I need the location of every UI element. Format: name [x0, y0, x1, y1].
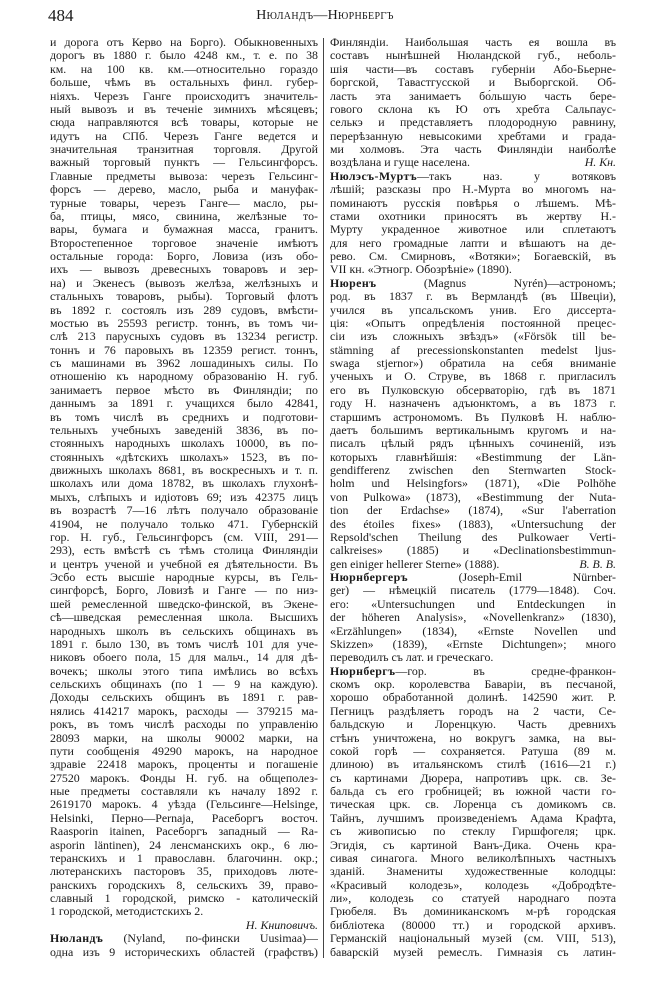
line-text: ger) — нѣмецкій писатель (1779—1848). Соч.: [330, 584, 616, 598]
line-text: теранскихъ и 1 православн. благочинн. окр.;: [50, 851, 318, 865]
line-text: ные предметы составляли къ началу 1892 г.: [50, 785, 318, 798]
line-text: писалъ цѣлый рядъ цѣнныхъ сочиненій, изъ: [330, 437, 616, 451]
line-text: ихъ — вывозъ древесныхъ товаровъ и зер-: [50, 263, 318, 277]
line-text: и дорога отъ Керво на Борго). Обыкновенныхъ: [50, 36, 318, 49]
text-line: [50, 36, 318, 49]
line-text: ція: «Опытъ опредѣленія постоянной прецес-: [330, 316, 616, 330]
line-text: больше, чѣмъ въ остальныхъ финл. губер-: [50, 76, 318, 90]
line-text: ранскихъ городскихъ 8, сельскихъ 39, право-: [50, 878, 318, 892]
text-line: [50, 143, 318, 156]
line-text: вочекъ; школы этого типа имѣлись во всѣхъ: [50, 664, 318, 678]
text-line: [330, 544, 616, 557]
text-line: [330, 825, 616, 838]
text-line: [50, 518, 318, 531]
text-line: [330, 437, 616, 450]
text-line: [330, 210, 616, 223]
text-line: [50, 477, 318, 490]
line-text: Repsold'schen Theilung des Pulkowaer Verti-: [330, 530, 616, 544]
line-text: «Красивый колодезь», колодезь «Добродѣте-: [330, 878, 616, 892]
line-text: (Magnus Nyrén)—астрономъ;: [376, 276, 616, 290]
headword: Нюрнбергъ: [330, 664, 396, 678]
right-column: [330, 36, 616, 959]
column-divider: [323, 38, 324, 958]
text-line: [50, 892, 318, 905]
line-text: слѣ 213 парусныхъ судовъ въ 13234 регистр.: [50, 330, 318, 344]
text-line: [330, 424, 616, 437]
line-text: holm und Helsingfors» (1871), «Die Polhöhe: [330, 477, 616, 491]
line-text: даетъ большимъ вертикальнымъ кругомъ и на-: [330, 423, 616, 437]
line-text: рево. См. Смирновъ, «Вотяки»; Богаевскій, въ: [330, 250, 616, 263]
entry-headword-line: [330, 571, 616, 584]
text-line: [50, 76, 318, 89]
text-line: [50, 571, 318, 584]
line-text: стѣнъ уничтожена, но вокругъ замка, на вы-: [330, 731, 616, 745]
text-line: [330, 90, 616, 103]
text-line: [50, 651, 318, 664]
line-text: шія части—въ составъ губерніи Або-Бьерне-: [330, 62, 616, 76]
text-line: [50, 116, 318, 129]
line-text: скомъ окр. королевства Баваріи, въ песчаной,: [330, 678, 616, 691]
text-line: [50, 665, 318, 678]
line-text: стоянныхъ «дѣтскихъ школахъ» 1523, въ по-: [50, 450, 318, 464]
text-line: [50, 598, 318, 611]
line-text: для него громадные лапти и вѣшаютъ на де-: [330, 236, 616, 250]
line-text: 1 городской, методистскихъ 2.: [50, 905, 204, 919]
text-line: [50, 170, 318, 183]
line-text: Эсбо есть высшіе народные курсы, въ Гель-: [50, 571, 318, 584]
text-line: [330, 558, 616, 571]
text-line: [50, 905, 318, 918]
line-text: хорошо обработанной долинѣ. 142590 жит. Р.: [330, 691, 616, 705]
line-text: Главные предметы вывоза: черезъ Гельсинг-: [50, 169, 318, 183]
text-line: [50, 718, 318, 731]
text-line: [330, 718, 616, 731]
text-line: [50, 223, 318, 236]
line-text: Второстепенное торговое значеніе имѣютъ: [50, 236, 318, 250]
text-line: [330, 785, 616, 798]
text-line: [330, 919, 616, 932]
line-text: его: «Untersuchungen und Entdeckungen in: [330, 597, 616, 611]
line-text: Финляндіи. Наибольшая часть ея вошла въ: [330, 36, 616, 49]
text-line: [330, 705, 616, 718]
text-line: [330, 531, 616, 544]
line-text: его въ Пулковскую обсерваторію, гдѣ въ 1871: [330, 383, 616, 397]
line-text: тическая црк. св. Лоренца съ домикомъ св.: [330, 798, 616, 812]
text-line: [330, 357, 616, 370]
line-text: движныхъ школахъ 8681, въ воскресныхъ и т. п.: [50, 464, 318, 477]
headword: Нюландъ: [50, 932, 104, 946]
line-text: составъ нынѣшней Нюландской губ., неболь-: [330, 49, 616, 63]
text-line: [330, 63, 616, 76]
line-text: съ живописью по стеклу Гиршфогеля; црк.: [330, 825, 616, 839]
text-line: [330, 116, 616, 129]
line-text: —гор. въ средне-франкон-: [395, 664, 616, 678]
text-line: [50, 852, 318, 865]
text-line: [330, 518, 616, 531]
text-line: [330, 892, 616, 905]
entry-headword-line: [330, 665, 616, 678]
line-text: км. на 100 кв. км.—относительно гораздо: [50, 62, 318, 76]
text-line: [330, 477, 616, 490]
text-line: [330, 758, 616, 771]
line-text: ученыхъ и О. Струве, въ 1868 г. пригласилъ: [330, 370, 616, 384]
text-line: [50, 879, 318, 892]
text-line: [50, 330, 318, 343]
text-line: [50, 263, 318, 276]
text-line: [330, 304, 616, 317]
text-line: [50, 370, 318, 383]
line-text: одна изъ 9 историческихъ областей (графствъ): [50, 945, 318, 959]
line-text: von Pulkowa» (1873), «Bestimmung der Nuta-: [330, 490, 616, 504]
text-line: [50, 384, 318, 397]
text-line: [330, 625, 616, 638]
headword: Нюренъ: [330, 276, 377, 290]
line-text: Пегницъ раздѣляетъ городъ на 2 части, Се-: [330, 704, 616, 718]
text-line: [50, 558, 318, 571]
text-line: [50, 825, 318, 838]
line-text: ми холмовъ. Эта часть Финляндіи наиболѣе: [330, 143, 616, 156]
text-line: [50, 290, 318, 303]
text-line: [50, 237, 318, 250]
line-text: длиною) въ итальянскомъ стилѣ (1616—21 г.): [330, 758, 616, 772]
text-line: [330, 250, 616, 263]
line-text: 1891 г. было 130, въ томъ числѣ 101 для уче-: [50, 637, 318, 651]
text-line: [50, 90, 318, 103]
text-line: [50, 758, 318, 771]
line-text: (Nyland, по-фински Uusimaa)—: [103, 932, 318, 946]
line-text: и центръ ученой и учебной ея дѣятельности. Въ: [50, 557, 318, 571]
line-text: бальда съ его гробницей; въ южной части го-: [330, 785, 616, 798]
text-line: [330, 678, 616, 691]
running-head: Нюландъ—Нюрнбергъ: [256, 8, 394, 23]
line-text: сивая синагога. Много великолѣпныхъ частныхъ: [330, 851, 616, 865]
line-text: стальныхъ товаровъ, рыбы). Торговый флотъ: [50, 290, 318, 304]
line-text: род. въ 1837 г. въ Вермландѣ (въ Швеціи),: [330, 290, 616, 304]
line-text: дорогъ въ 1880 г. было 4248 км., т. е. по 38: [50, 49, 318, 63]
entry-headword-line: [330, 170, 616, 183]
text-line: [330, 946, 616, 959]
line-text: поминаютъ русскія повѣрья о лѣшемъ. Мѣ-: [330, 196, 616, 210]
text-line: [330, 397, 616, 410]
text-line: [50, 357, 318, 370]
line-text: гор. Н. губ., Гельсингфорсъ (см. VIII, 291—: [50, 530, 318, 544]
text-line: [330, 638, 616, 651]
author-signature: Н. Кн.: [584, 156, 616, 170]
line-text: пути сообщенія 49290 марокъ, на народное: [50, 744, 318, 758]
line-text: «Erzählungen» (1834), «Ernste Novellen und: [330, 624, 616, 638]
text-line: [330, 36, 616, 49]
line-text: VII кн. «Этногр. Обозрѣніе» (1890).: [330, 263, 512, 277]
text-line: [330, 49, 616, 62]
line-text: лѣшій; разсказы про Н.-Мурта во многомъ на-: [330, 183, 616, 197]
line-text: бальдскую и Лоренцкую. Часть древнихъ: [330, 718, 616, 732]
line-text: на) и Экенесъ (вывозъ желѣза, желѣзныхъ и: [50, 276, 318, 290]
text-line: [50, 678, 318, 691]
line-text: значительная транзитная торговля. Другой: [50, 143, 318, 156]
line-text: Грюбеля. Въ доминиканскомъ м-рѣ городская: [330, 905, 616, 919]
line-text: ли», колодезь со статуей народнаго поэта: [330, 892, 616, 905]
text-line: [330, 691, 616, 704]
text-line: [330, 183, 616, 196]
text-line: [50, 638, 318, 651]
line-text: переводилъ съ лат. и греческаго.: [330, 651, 494, 665]
line-text: съ машинами въ 3962 лошадиныхъ силы. По: [50, 357, 318, 370]
line-text: сіи изъ сложныхъ звѣздъ» («Försök till be-: [330, 330, 616, 344]
text-line: [50, 397, 318, 410]
line-text: стоянныхъ народныхъ школахъ 10000, въ по-: [50, 437, 318, 451]
line-text: gen einiger hellerer Sterne» (1888).: [330, 557, 500, 571]
text-line: [330, 852, 616, 865]
text-line: [50, 745, 318, 758]
line-text: въ 1892 г. состоялъ изъ 289 судовъ, вмѣсти-: [50, 303, 318, 317]
text-line: [330, 772, 616, 785]
line-text: боргской, Тавастгусской и Выборгской. Об-: [330, 76, 616, 90]
text-line: [50, 304, 318, 317]
text-line: [50, 103, 318, 116]
line-text: мостью въ 25593 регистр. тоннъ, въ томъ чи-: [50, 316, 318, 330]
text-line: [330, 317, 616, 330]
text-line: [50, 772, 318, 785]
text-line: [330, 611, 616, 624]
line-text: (Joseph-Emil Nürnber-: [407, 571, 616, 584]
line-text: 41904, не получало только 471. Губернскій: [50, 517, 318, 531]
text-line: [330, 330, 616, 343]
text-line: [330, 798, 616, 811]
line-text: gendifferenz zwischen den Sternwarten Stock-: [330, 464, 616, 477]
line-text: лютеранскихъ пасторовъ 35, приходовъ люте-: [50, 865, 318, 879]
line-text: swaga stjernor») обратила на себя вниманіе: [330, 357, 616, 370]
text-line: [50, 424, 318, 437]
line-text: ніяхъ. Черезъ Ганге происходитъ значитель-: [50, 89, 318, 103]
text-line: [330, 839, 616, 852]
line-text: Эгидія, съ картиной Ванъ-Дика. Очень кра-: [330, 838, 616, 852]
line-text: стами охотники приносятъ въ жертву Н.-: [330, 209, 616, 223]
text-line: [330, 732, 616, 745]
line-text: которыхъ главнѣйшія: «Bestimmung der Län-: [330, 450, 616, 464]
text-line: [50, 183, 318, 196]
text-line: [50, 451, 318, 464]
line-text: турные товары, черезъ Ганге— масло, ры-: [50, 196, 318, 210]
text-line: [330, 598, 616, 611]
text-line: [50, 49, 318, 62]
text-line: [50, 919, 318, 932]
line-text: остальные города: Борго, Ловиза (изъ обо-: [50, 250, 318, 263]
line-text: школахъ или дома 18782, въ школахъ глухонѣ-: [50, 477, 318, 491]
text-line: [50, 210, 318, 223]
line-text: зданій. Знамениты художественные колодцы:: [330, 865, 616, 879]
text-line: [50, 317, 318, 330]
line-text: сюда направляются всѣ товары, которые не: [50, 116, 318, 130]
line-text: des étoiles fixes» (1883), «Untersuchung der: [330, 517, 616, 531]
text-line: [330, 932, 616, 945]
text-line: [50, 411, 318, 424]
line-text: тоннъ и 76 паровыхъ въ 12359 регист. тоннъ,: [50, 343, 318, 357]
line-text: важный торговый пунктъ — Гельсингфорсъ.: [50, 156, 318, 170]
line-text: сокой горѣ — сохраняется. Ратуша (89 м.: [330, 744, 616, 758]
line-text: ба, птицы, мясо, свинина, желѣзные то-: [50, 209, 318, 223]
text-line: [50, 839, 318, 852]
line-text: году Н. назначенъ адъюнктомъ, а въ 1873 г.: [330, 397, 616, 411]
text-line: [50, 250, 318, 263]
line-text: идутъ на СПб. Черезъ Ганге ведется и: [50, 129, 318, 143]
line-text: 27520 марокъ. Фонды Н. губ. на общеполез-: [50, 771, 318, 785]
headword: Нюрнбергеръ: [330, 571, 408, 584]
text-line: [50, 277, 318, 290]
line-text: мыхъ, слѣпыхъ и идіотовъ 69; изъ 42375 лицъ: [50, 490, 318, 504]
text-line: [50, 130, 318, 143]
line-text: сингфорсѣ, Борго, Ловизѣ и Ганге — по низ-: [50, 584, 318, 598]
line-text: славный 1 городской, римско - католическій: [50, 892, 318, 905]
text-line: [330, 411, 616, 424]
left-column: [50, 36, 318, 959]
line-text: Skizzen» (1839), «Ernste Dichtungen»; много: [330, 637, 616, 651]
line-text: даннымъ за 1891 г. учащихся было 42841,: [50, 397, 318, 411]
line-text: tion der Erdachse» (1874), «Sur l'aberration: [330, 504, 616, 518]
text-line: [330, 464, 616, 477]
line-text: занимаетъ первое мѣсто въ Финляндіи; по: [50, 383, 318, 397]
line-text: въ возрастѣ 7—16 лѣтъ получало образованіе: [50, 504, 318, 518]
text-line: [330, 237, 616, 250]
text-line: [50, 611, 318, 624]
text-line: [50, 544, 318, 557]
line-text: Германскій національный музей (см. VIII, 513),: [330, 932, 616, 946]
line-text: Helsinki, Перно—Pernaja, Расеборгъ восточ.: [50, 811, 318, 825]
line-text: здравіе 22418 марокъ, проценты и погашеніе: [50, 758, 318, 772]
text-line: [330, 370, 616, 383]
text-line: [50, 344, 318, 357]
line-text: форсъ — дерево, масло, рыба и мануфак-: [50, 183, 318, 197]
text-line: [330, 263, 616, 276]
page-number: 484: [48, 6, 74, 25]
line-text: —такъ наз. у вотяковъ: [417, 169, 616, 183]
text-line: [330, 812, 616, 825]
text-line: [50, 812, 318, 825]
text-line: [330, 384, 616, 397]
text-line: [50, 464, 318, 477]
line-text: съ картинами Дюрера, напротивъ црк. св. Зе-: [330, 771, 616, 785]
line-text: ласть эта занимаетъ бо́льшую часть бере-: [330, 89, 616, 103]
line-text: тельныхъ учебныхъ заведеній 3836, въ по-: [50, 423, 318, 437]
text-line: [330, 504, 616, 517]
text-line: [330, 491, 616, 504]
line-text: шей ремесленной шведско-финской, въ Экене-: [50, 597, 318, 611]
line-text: 293), есть вмѣстѣ съ тѣмъ столица Финляндіи: [50, 544, 318, 558]
entry-headword-line: [330, 277, 616, 290]
line-text: Доходы сельскихъ общинъ въ 1891 г. рав-: [50, 691, 318, 705]
line-text: старшимъ астрономомъ. Въ Пулковѣ Н. наблю-: [330, 410, 616, 424]
text-line: [330, 290, 616, 303]
author-signature: Н. Книповичъ.: [245, 918, 318, 932]
text-line: [330, 651, 616, 664]
text-line: [330, 865, 616, 878]
text-line: [50, 156, 318, 169]
line-text: calkreises» (1885) и «Declinationsbestimmun-: [330, 544, 616, 558]
text-line: [50, 504, 318, 517]
line-text: перерѣзанную невысокими хребтами и града-: [330, 129, 616, 143]
line-text: нялись 414217 марокъ, расходы — 379215 ма-: [50, 704, 318, 718]
text-line: [330, 197, 616, 210]
text-line: [50, 798, 318, 811]
line-text: никовъ обоего пола, 15 для мальч., 14 для дѣ-: [50, 651, 318, 665]
text-line: [50, 584, 318, 597]
text-line: [330, 103, 616, 116]
text-line: [330, 745, 616, 758]
text-line: [50, 63, 318, 76]
line-text: Тайнъ, лучшимъ произведеніемъ Адама Крафта,: [330, 811, 616, 825]
line-text: der höheren Analysis», «Novellenkranz» (1830),: [330, 611, 616, 625]
author-signature: В. В. В.: [579, 557, 616, 571]
text-line: [330, 451, 616, 464]
text-line: [330, 130, 616, 143]
text-line: [50, 732, 318, 745]
line-text: сѣ—шведская ремесленная школа. Высшихъ: [50, 611, 318, 625]
line-text: отношенію къ народному образованію Н. губ.: [50, 370, 318, 384]
line-text: Мурту украденное животное или сплетаютъ: [330, 223, 616, 237]
text-line: [50, 705, 318, 718]
line-text: 28093 марки, на школы 90002 марки, на: [50, 731, 318, 745]
text-line: [50, 437, 318, 450]
text-line: [330, 584, 616, 597]
text-line: [330, 156, 616, 169]
text-line: [330, 344, 616, 357]
text-line: [50, 197, 318, 210]
text-line: [330, 879, 616, 892]
line-text: народныхъ школъ въ сельскихъ общинахъ въ: [50, 624, 318, 638]
headword: Нюлэсъ-Муртъ: [330, 169, 418, 183]
line-text: воздѣлана и гуще населена.: [330, 156, 471, 170]
text-line: [50, 865, 318, 878]
line-text: гового склона къ Ю отъ хребта Сальпаус-: [330, 102, 616, 116]
text-line: [330, 223, 616, 236]
line-text: asporin läntinen), 24 ленсманскихъ окр., 6 лю-: [50, 838, 318, 852]
line-text: библіотека (80000 тт.) и городской архивъ.: [330, 918, 616, 932]
line-text: селькэ и представляетъ плодородную равнину,: [330, 116, 616, 130]
line-text: сельскихъ общинахъ (по 1 — 9 на каждую).: [50, 678, 318, 691]
text-line: [330, 76, 616, 89]
entry-headword-line: [50, 932, 318, 945]
line-text: рокъ, въ томъ числѣ расходы по управленію: [50, 718, 318, 732]
line-text: 2619170 марокъ. 4 уѣзда (Гельсинге—Helsinge,: [50, 798, 318, 812]
text-line: [50, 491, 318, 504]
line-text: въ томъ числѣ въ среднихъ и подготови-: [50, 410, 318, 424]
text-line: [50, 625, 318, 638]
line-text: учился въ упсальскомъ унив. Его диссерта-: [330, 303, 616, 317]
text-line: [330, 143, 616, 156]
line-text: stämning af precessionskonstanten medelst ljus-: [330, 343, 616, 357]
text-line: [50, 785, 318, 798]
line-text: баварскій музей ремеслъ. Гимназія съ латин-: [330, 945, 616, 959]
text-line: [50, 531, 318, 544]
text-line: [330, 905, 616, 918]
line-text: Raasporin itainen, Расеборгъ западный — Ra-: [50, 825, 318, 839]
text-line: [50, 691, 318, 704]
line-text: вары, бумага и бумажная масса, гранитъ.: [50, 223, 318, 237]
text-line: [50, 946, 318, 959]
line-text: ный вывозъ и въ теченіе зимнихъ мѣсяцевъ;: [50, 102, 318, 116]
